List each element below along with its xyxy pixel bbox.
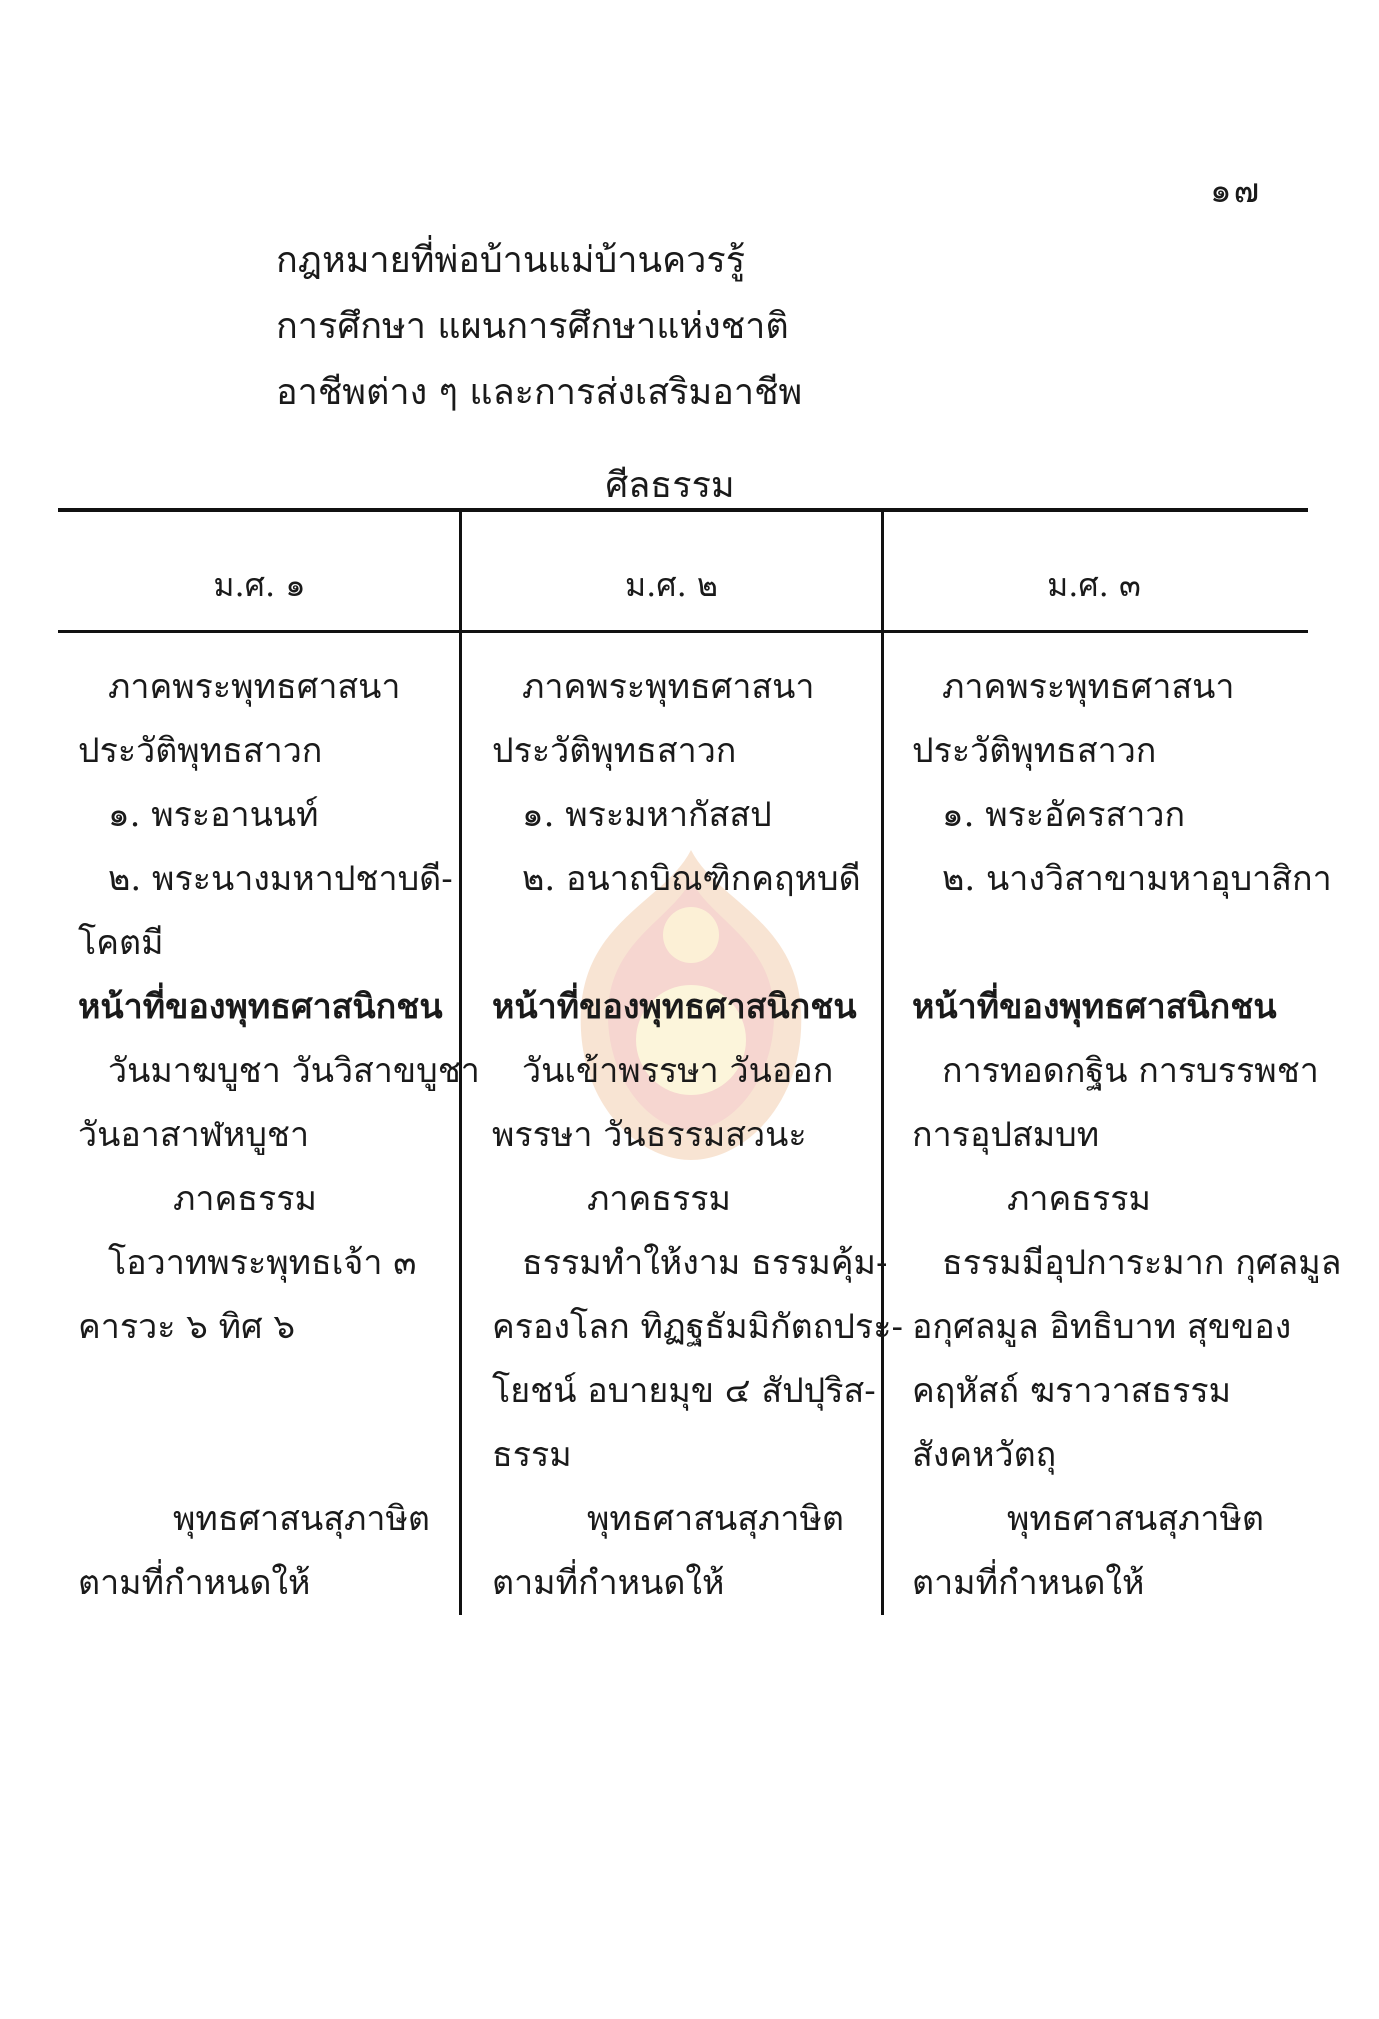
intro-line: กฎหมายที่พ่อบ้านแม่บ้านควรรู้ <box>276 240 746 281</box>
intro-lines <box>276 228 802 426</box>
column-line: ธรรมทำให้งาม ธรรมคุ้ม- <box>522 1243 888 1283</box>
column-line: สังคหวัตถุ <box>912 1435 1057 1475</box>
column-line: ประวัติพุทธสาวก <box>78 731 323 771</box>
column-line: ภาคธรรม <box>587 1179 731 1219</box>
column-line: ตามที่กำหนดให้ <box>912 1563 1145 1603</box>
column-line <box>78 1423 480 1487</box>
table-top-rule <box>58 508 1308 512</box>
header-bottom-rule <box>58 630 1308 633</box>
column-line: วันเข้าพรรษา วันออก <box>522 1051 834 1091</box>
column-line: วันมาฆบูชา วันวิสาขบูชา <box>108 1051 480 1091</box>
column-line <box>912 911 1341 975</box>
column-line: ๑. พระอานนท์ <box>108 795 319 835</box>
column-line: ครองโลก ทิฏฐธัมมิกัตถประ- <box>492 1307 903 1347</box>
column-line: โยชน์ อบายมุข ๔ สัปปุริส- <box>492 1371 876 1411</box>
column-line: ประวัติพุทธสาวก <box>912 731 1157 771</box>
column-line: ภาคธรรม <box>1007 1179 1151 1219</box>
column-line: ธรรม <box>492 1435 572 1475</box>
column-line: พรรษา วันธรรมสวนะ <box>492 1115 807 1155</box>
intro-line: อาชีพต่าง ๆ และการส่งเสริมอาชีพ <box>276 372 803 413</box>
column-line: คารวะ ๖ ทิศ ๖ <box>78 1307 296 1347</box>
column-line: อกุศลมูล อิทธิบาท สุขของ <box>912 1307 1292 1347</box>
column-line: การอุปสมบท <box>912 1115 1100 1155</box>
column-header-2: ม.ศ. ๒ <box>624 566 718 604</box>
column-line: พุทธศาสนสุภาษิต <box>1007 1499 1264 1539</box>
column-line: ๒. อนาถบิณฑิกคฤหบดี <box>522 859 861 899</box>
column-header-3: ม.ศ. ๓ <box>1047 566 1141 604</box>
column-line: โอวาทพระพุทธเจ้า ๓ <box>108 1243 417 1283</box>
column-line: ๒. พระนางมหาปชาบดี- <box>108 859 453 899</box>
intro-line: การศึกษา แผนการศึกษาแห่งชาติ <box>276 306 789 347</box>
column-line: พุทธศาสนสุภาษิต <box>587 1499 844 1539</box>
column-line: คฤหัสถ์ ฆราวาสธรรม <box>912 1371 1232 1411</box>
page-number: ๑๗ <box>1210 171 1262 211</box>
column-line: ภาคพระพุทธศาสนา <box>942 667 1235 707</box>
column-header-1: ม.ศ. ๑ <box>213 566 306 604</box>
column-line: ตามที่กำหนดให้ <box>492 1563 725 1603</box>
column-line: ภาคธรรม <box>173 1179 317 1219</box>
column-line: หน้าที่ของพุทธศาสนิกชน <box>492 987 857 1027</box>
column-line: วันอาสาฬหบูชา <box>78 1115 310 1155</box>
column-3 <box>912 655 1341 1615</box>
column-line: ตามที่กำหนดให้ <box>78 1563 311 1603</box>
column-line: โคตมี <box>78 923 164 963</box>
column-line: หน้าที่ของพุทธศาสนิกชน <box>78 987 443 1027</box>
column-line: การทอดกฐิน การบรรพชา <box>942 1051 1319 1091</box>
column-line: ธรรมมีอุปการะมาก กุศลมูล <box>942 1243 1342 1283</box>
column-line: ๒. นางวิสาขามหาอุบาสิกา <box>942 859 1332 899</box>
column-line <box>78 1359 480 1423</box>
column-line: ภาคพระพุทธศาสนา <box>108 667 401 707</box>
column-1 <box>78 655 480 1615</box>
column-line: ประวัติพุทธสาวก <box>492 731 737 771</box>
subject-title: ศีลธรรม <box>605 465 735 506</box>
column-2 <box>492 655 903 1615</box>
column-line: ๑. พระอัครสาวก <box>942 795 1186 835</box>
column-line: ภาคพระพุทธศาสนา <box>522 667 815 707</box>
column-line: พุทธศาสนสุภาษิต <box>173 1499 430 1539</box>
column-line: หน้าที่ของพุทธศาสนิกชน <box>912 987 1277 1027</box>
column-line <box>492 911 903 975</box>
column-line: ๑. พระมหากัสสป <box>522 795 772 835</box>
